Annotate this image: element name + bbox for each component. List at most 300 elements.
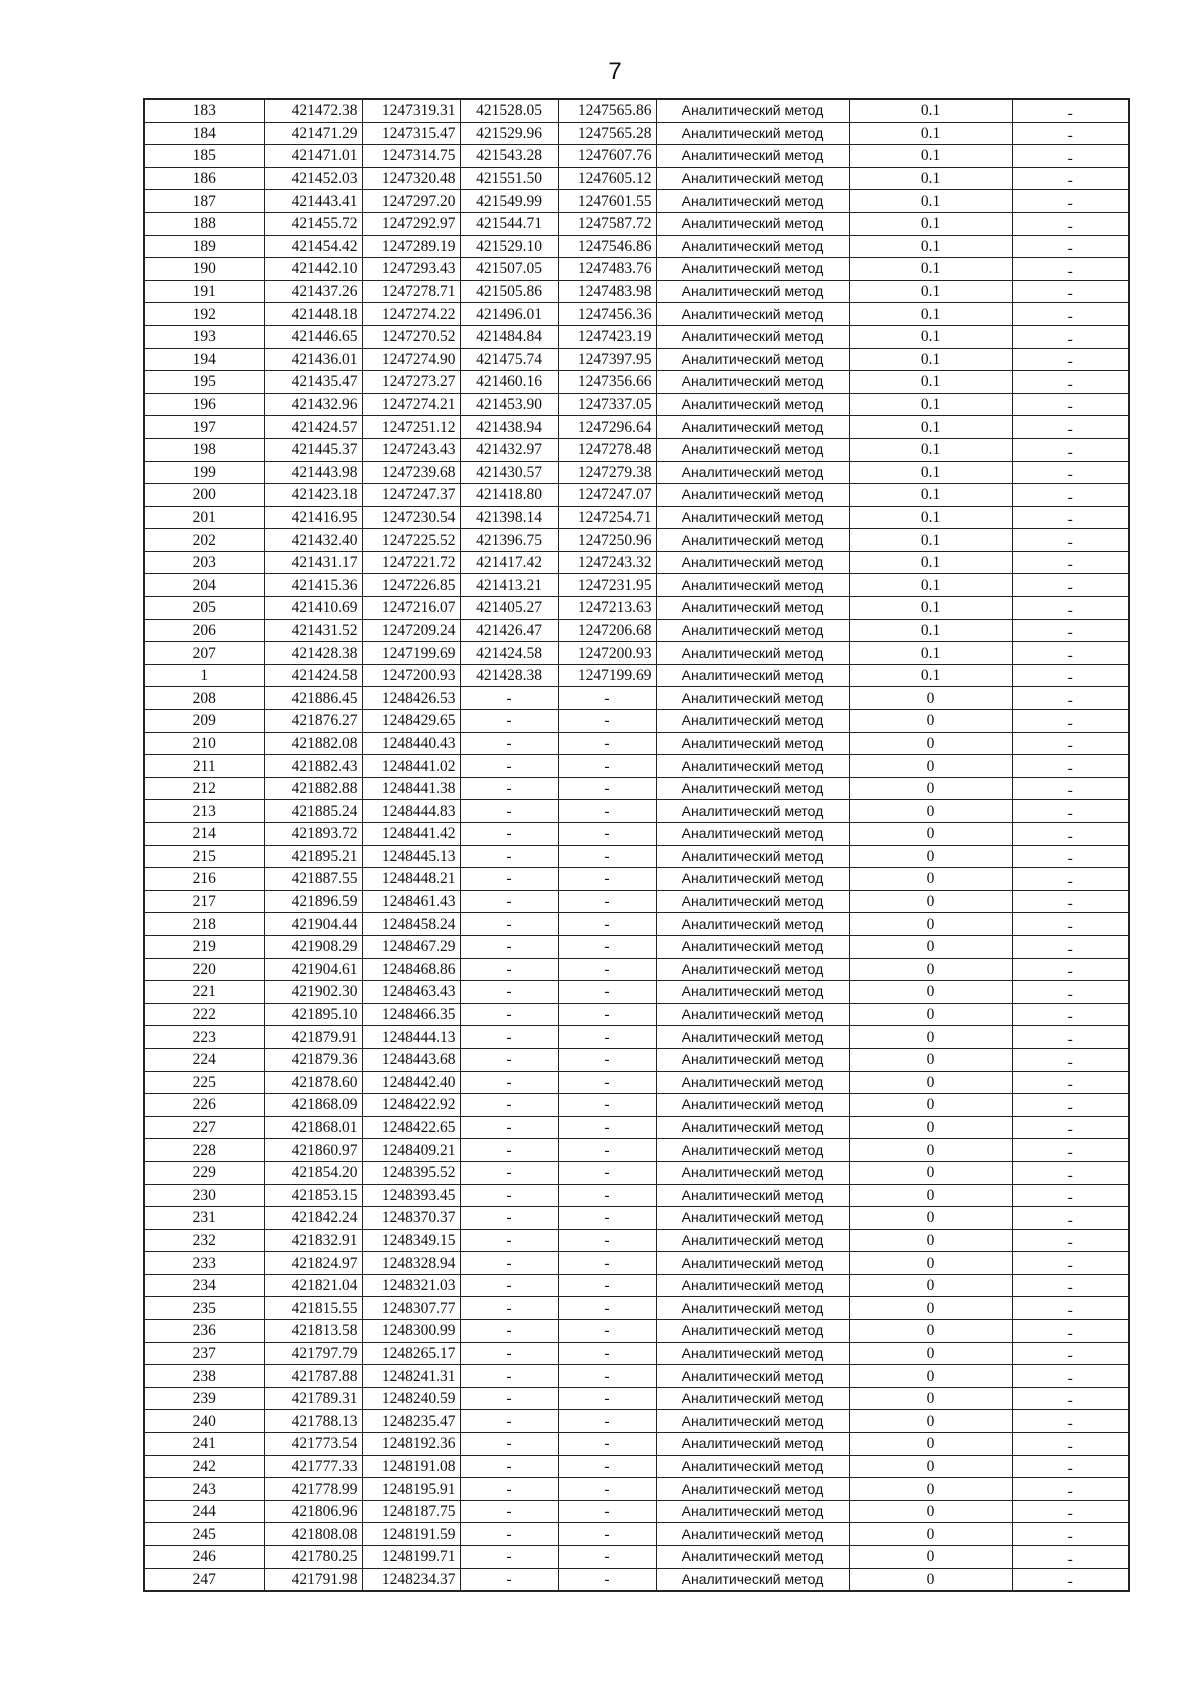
x-coordinate-cell: 421446.65 [264,325,362,348]
table-row [144,438,1129,461]
table-row [144,461,1129,484]
y-coordinate-cell: 1247273.27 [362,371,460,394]
method-cell: Аналитический метод [656,1455,849,1478]
table-row [144,1094,1129,1117]
x-adjacent-cell: - [460,1410,558,1433]
method-cell: Аналитический метод [656,167,849,190]
table-row [144,890,1129,913]
x-coordinate-cell: 421896.59 [264,890,362,913]
note-cell: - [1012,303,1129,326]
point-number-cell: 219 [144,935,264,958]
y-adjacent-cell: 1247605.12 [558,167,656,190]
accuracy-cell: 0 [849,1139,1012,1162]
point-number-cell: 212 [144,777,264,800]
accuracy-cell: 0 [849,732,1012,755]
accuracy-cell: 0 [849,1387,1012,1410]
table-row [144,664,1129,687]
y-adjacent-cell: - [558,981,656,1004]
table-row [144,935,1129,958]
table-row [144,167,1129,190]
point-number-cell: 236 [144,1320,264,1343]
y-adjacent-cell: - [558,1568,656,1591]
x-adjacent-cell: - [460,777,558,800]
point-number-cell: 217 [144,890,264,913]
y-adjacent-cell: - [558,935,656,958]
accuracy-cell: 0 [849,1455,1012,1478]
method-cell: Аналитический метод [656,1320,849,1343]
y-coordinate-cell: 1248442.40 [362,1071,460,1094]
method-cell: Аналитический метод [656,551,849,574]
point-number-cell: 190 [144,258,264,281]
accuracy-cell: 0.1 [849,506,1012,529]
y-coordinate-cell: 1248300.99 [362,1320,460,1343]
y-coordinate-cell: 1248192.36 [362,1433,460,1456]
y-adjacent-cell: - [558,1116,656,1139]
point-number-cell: 220 [144,958,264,981]
point-number-cell: 196 [144,393,264,416]
x-adjacent-cell: - [460,1455,558,1478]
x-coordinate-cell: 421860.97 [264,1139,362,1162]
point-number-cell: 232 [144,1229,264,1252]
x-adjacent-cell: - [460,732,558,755]
point-number-cell: 233 [144,1252,264,1275]
x-coordinate-cell: 421853.15 [264,1184,362,1207]
method-cell: Аналитический метод [656,687,849,710]
x-adjacent-cell: - [460,913,558,936]
x-adjacent-cell: - [460,958,558,981]
point-number-cell: 192 [144,303,264,326]
x-adjacent-cell: 421398.14 [460,506,558,529]
accuracy-cell: 0 [849,1252,1012,1275]
accuracy-cell: 0.1 [849,258,1012,281]
y-adjacent-cell: - [558,845,656,868]
x-coordinate-cell: 421472.38 [264,99,362,122]
point-number-cell: 198 [144,438,264,461]
note-cell: - [1012,461,1129,484]
y-coordinate-cell: 1247293.43 [362,258,460,281]
table-row [144,280,1129,303]
accuracy-cell: 0 [849,800,1012,823]
table-row [144,710,1129,733]
method-cell: Аналитический метод [656,958,849,981]
note-cell: - [1012,1003,1129,1026]
table-row [144,1410,1129,1433]
y-coordinate-cell: 1247292.97 [362,212,460,235]
table-row [144,1478,1129,1501]
y-adjacent-cell: - [558,1320,656,1343]
table-row [144,1523,1129,1546]
table-row [144,145,1129,168]
note-cell: - [1012,1161,1129,1184]
y-coordinate-cell: 1248445.13 [362,845,460,868]
method-cell: Аналитический метод [656,1365,849,1388]
x-adjacent-cell: 421475.74 [460,348,558,371]
method-cell: Аналитический метод [656,1523,849,1546]
accuracy-cell: 0.1 [849,461,1012,484]
accuracy-cell: 0 [849,981,1012,1004]
x-adjacent-cell: - [460,981,558,1004]
y-adjacent-cell: - [558,913,656,936]
x-adjacent-cell: - [460,1229,558,1252]
y-coordinate-cell: 1247200.93 [362,664,460,687]
y-adjacent-cell: 1247601.55 [558,190,656,213]
point-number-cell: 237 [144,1342,264,1365]
accuracy-cell: 0.1 [849,122,1012,145]
y-coordinate-cell: 1248187.75 [362,1500,460,1523]
y-adjacent-cell: - [558,1546,656,1569]
x-coordinate-cell: 421415.36 [264,574,362,597]
y-coordinate-cell: 1248463.43 [362,981,460,1004]
table-row [144,371,1129,394]
accuracy-cell: 0 [849,890,1012,913]
x-coordinate-cell: 421780.25 [264,1546,362,1569]
x-adjacent-cell: - [460,1207,558,1230]
x-coordinate-cell: 421448.18 [264,303,362,326]
y-adjacent-cell: - [558,1410,656,1433]
x-adjacent-cell: 421549.99 [460,190,558,213]
method-cell: Аналитический метод [656,1161,849,1184]
accuracy-cell: 0.1 [849,325,1012,348]
y-coordinate-cell: 1248422.65 [362,1116,460,1139]
table-row [144,981,1129,1004]
y-adjacent-cell: - [558,1387,656,1410]
table-row [144,1161,1129,1184]
accuracy-cell: 0 [849,1568,1012,1591]
point-number-cell: 234 [144,1274,264,1297]
x-coordinate-cell: 421821.04 [264,1274,362,1297]
accuracy-cell: 0 [849,1342,1012,1365]
note-cell: - [1012,190,1129,213]
accuracy-cell: 0.1 [849,235,1012,258]
y-adjacent-cell: 1247296.64 [558,416,656,439]
y-coordinate-cell: 1247251.12 [362,416,460,439]
table-row [144,1071,1129,1094]
note-cell: - [1012,913,1129,936]
point-number-cell: 224 [144,1048,264,1071]
table-row [144,1297,1129,1320]
method-cell: Аналитический метод [656,1433,849,1456]
x-adjacent-cell: - [460,1546,558,1569]
accuracy-cell: 0 [849,1320,1012,1343]
note-cell: - [1012,167,1129,190]
x-coordinate-cell: 421410.69 [264,597,362,620]
point-number-cell: 238 [144,1365,264,1388]
y-adjacent-cell: - [558,1048,656,1071]
table-row [144,574,1129,597]
x-adjacent-cell: - [460,1433,558,1456]
x-adjacent-cell: 421543.28 [460,145,558,168]
y-adjacent-cell: - [558,1161,656,1184]
x-adjacent-cell: - [460,1568,558,1591]
table-row [144,506,1129,529]
note-cell: - [1012,687,1129,710]
point-number-cell: 201 [144,506,264,529]
table-row [144,1026,1129,1049]
point-number-cell: 231 [144,1207,264,1230]
accuracy-cell: 0 [849,1229,1012,1252]
y-adjacent-cell: 1247565.28 [558,122,656,145]
method-cell: Аналитический метод [656,190,849,213]
x-adjacent-cell: 421413.21 [460,574,558,597]
method-cell: Аналитический метод [656,438,849,461]
y-adjacent-cell: 1247456.36 [558,303,656,326]
method-cell: Аналитический метод [656,303,849,326]
y-adjacent-cell: 1247278.48 [558,438,656,461]
method-cell: Аналитический метод [656,619,849,642]
table-row [144,1207,1129,1230]
y-coordinate-cell: 1247199.69 [362,642,460,665]
y-adjacent-cell: - [558,800,656,823]
x-coordinate-cell: 421778.99 [264,1478,362,1501]
point-number-cell: 244 [144,1500,264,1523]
accuracy-cell: 0.1 [849,212,1012,235]
y-coordinate-cell: 1248444.13 [362,1026,460,1049]
table-row [144,619,1129,642]
note-cell: - [1012,823,1129,846]
method-cell: Аналитический метод [656,890,849,913]
y-adjacent-cell: 1247213.63 [558,597,656,620]
coordinates-table [143,98,1130,1592]
y-coordinate-cell: 1248448.21 [362,868,460,891]
accuracy-cell: 0 [849,1026,1012,1049]
method-cell: Аналитический метод [656,1342,849,1365]
accuracy-cell: 0.1 [849,371,1012,394]
table-row [144,416,1129,439]
table-body [144,99,1129,1591]
table-row [144,1139,1129,1162]
x-adjacent-cell: 421396.75 [460,529,558,552]
table-row [144,1274,1129,1297]
x-coordinate-cell: 421908.29 [264,935,362,958]
x-coordinate-cell: 421882.08 [264,732,362,755]
note-cell: - [1012,348,1129,371]
y-adjacent-cell: - [558,1252,656,1275]
note-cell: - [1012,1523,1129,1546]
table-row [144,551,1129,574]
accuracy-cell: 0 [849,958,1012,981]
x-adjacent-cell: 421453.90 [460,393,558,416]
note-cell: - [1012,1433,1129,1456]
note-cell: - [1012,1207,1129,1230]
method-cell: Аналитический метод [656,1026,849,1049]
method-cell: Аналитический метод [656,99,849,122]
method-cell: Аналитический метод [656,1003,849,1026]
accuracy-cell: 0 [849,1365,1012,1388]
x-adjacent-cell: - [460,1500,558,1523]
point-number-cell: 183 [144,99,264,122]
y-adjacent-cell: 1247254.71 [558,506,656,529]
table-row [144,325,1129,348]
table-row [144,1568,1129,1591]
y-adjacent-cell: - [558,1478,656,1501]
x-adjacent-cell: - [460,1523,558,1546]
accuracy-cell: 0 [849,1207,1012,1230]
y-adjacent-cell: - [558,1342,656,1365]
table-row [144,1048,1129,1071]
note-cell: - [1012,1274,1129,1297]
method-cell: Аналитический метод [656,845,849,868]
note-cell: - [1012,710,1129,733]
note-cell: - [1012,1116,1129,1139]
x-coordinate-cell: 421842.24 [264,1207,362,1230]
method-cell: Аналитический метод [656,1252,849,1275]
x-adjacent-cell: - [460,1161,558,1184]
x-coordinate-cell: 421777.33 [264,1455,362,1478]
x-coordinate-cell: 421452.03 [264,167,362,190]
y-adjacent-cell: - [558,1297,656,1320]
table-row [144,529,1129,552]
y-adjacent-cell: - [558,1523,656,1546]
method-cell: Аналитический метод [656,1229,849,1252]
accuracy-cell: 0 [849,1274,1012,1297]
y-coordinate-cell: 1247274.90 [362,348,460,371]
y-coordinate-cell: 1247274.22 [362,303,460,326]
note-cell: - [1012,1320,1129,1343]
point-number-cell: 191 [144,280,264,303]
note-cell: - [1012,1229,1129,1252]
method-cell: Аналитический метод [656,732,849,755]
y-adjacent-cell: - [558,868,656,891]
table-row [144,958,1129,981]
note-cell: - [1012,642,1129,665]
note-cell: - [1012,935,1129,958]
y-coordinate-cell: 1248191.08 [362,1455,460,1478]
x-coordinate-cell: 421428.38 [264,642,362,665]
note-cell: - [1012,890,1129,913]
x-coordinate-cell: 421773.54 [264,1433,362,1456]
accuracy-cell: 0 [849,1116,1012,1139]
x-adjacent-cell: 421529.10 [460,235,558,258]
point-number-cell: 189 [144,235,264,258]
y-coordinate-cell: 1248199.71 [362,1546,460,1569]
x-adjacent-cell: 421438.94 [460,416,558,439]
y-coordinate-cell: 1248328.94 [362,1252,460,1275]
y-coordinate-cell: 1248466.35 [362,1003,460,1026]
y-coordinate-cell: 1248461.43 [362,890,460,913]
y-coordinate-cell: 1247278.71 [362,280,460,303]
note-cell: - [1012,1455,1129,1478]
y-coordinate-cell: 1247274.21 [362,393,460,416]
note-cell: - [1012,597,1129,620]
y-coordinate-cell: 1247289.19 [362,235,460,258]
y-coordinate-cell: 1247247.37 [362,484,460,507]
x-adjacent-cell: - [460,1071,558,1094]
note-cell: - [1012,258,1129,281]
method-cell: Аналитический метод [656,574,849,597]
x-coordinate-cell: 421806.96 [264,1500,362,1523]
method-cell: Аналитический метод [656,1094,849,1117]
x-coordinate-cell: 421432.40 [264,529,362,552]
table-row [144,845,1129,868]
table-row [144,1184,1129,1207]
table-row [144,1433,1129,1456]
accuracy-cell: 0 [849,823,1012,846]
table-row [144,258,1129,281]
accuracy-cell: 0.1 [849,145,1012,168]
y-adjacent-cell: 1247607.76 [558,145,656,168]
x-adjacent-cell: - [460,1387,558,1410]
method-cell: Аналитический метод [656,371,849,394]
x-coordinate-cell: 421813.58 [264,1320,362,1343]
method-cell: Аналитический метод [656,823,849,846]
note-cell: - [1012,1071,1129,1094]
page-number: 7 [608,58,622,85]
point-number-cell: 226 [144,1094,264,1117]
point-number-cell: 209 [144,710,264,733]
x-adjacent-cell: - [460,1365,558,1388]
accuracy-cell: 0 [849,1184,1012,1207]
point-number-cell: 229 [144,1161,264,1184]
note-cell: - [1012,99,1129,122]
y-coordinate-cell: 1248409.21 [362,1139,460,1162]
point-number-cell: 193 [144,325,264,348]
method-cell: Аналитический метод [656,1478,849,1501]
x-adjacent-cell: - [460,890,558,913]
y-adjacent-cell: - [558,1500,656,1523]
note-cell: - [1012,1387,1129,1410]
y-coordinate-cell: 1248349.15 [362,1229,460,1252]
point-number-cell: 186 [144,167,264,190]
y-adjacent-cell: - [558,1455,656,1478]
x-coordinate-cell: 421416.95 [264,506,362,529]
point-number-cell: 200 [144,484,264,507]
x-adjacent-cell: 421505.86 [460,280,558,303]
x-adjacent-cell: - [460,868,558,891]
x-coordinate-cell: 421895.10 [264,1003,362,1026]
point-number-cell: 247 [144,1568,264,1591]
point-number-cell: 195 [144,371,264,394]
y-adjacent-cell: 1247206.68 [558,619,656,642]
x-coordinate-cell: 421435.47 [264,371,362,394]
method-cell: Аналитический метод [656,868,849,891]
x-adjacent-cell: - [460,1478,558,1501]
table-row [144,348,1129,371]
method-cell: Аналитический метод [656,1184,849,1207]
note-cell: - [1012,235,1129,258]
point-number-cell: 1 [144,664,264,687]
x-coordinate-cell: 421815.55 [264,1297,362,1320]
note-cell: - [1012,1297,1129,1320]
note-cell: - [1012,1139,1129,1162]
table-row [144,1252,1129,1275]
method-cell: Аналитический метод [656,235,849,258]
method-cell: Аналитический метод [656,1500,849,1523]
accuracy-cell: 0.1 [849,280,1012,303]
note-cell: - [1012,1342,1129,1365]
note-cell: - [1012,845,1129,868]
accuracy-cell: 0 [849,777,1012,800]
y-adjacent-cell: 1247250.96 [558,529,656,552]
point-number-cell: 215 [144,845,264,868]
accuracy-cell: 0.1 [849,484,1012,507]
x-adjacent-cell: 421432.97 [460,438,558,461]
accuracy-cell: 0.1 [849,574,1012,597]
y-coordinate-cell: 1248241.31 [362,1365,460,1388]
accuracy-cell: 0 [849,868,1012,891]
method-cell: Аналитический метод [656,1297,849,1320]
x-adjacent-cell: - [460,1184,558,1207]
note-cell: - [1012,212,1129,235]
method-cell: Аналитический метод [656,1387,849,1410]
y-adjacent-cell: 1247279.38 [558,461,656,484]
note-cell: - [1012,1094,1129,1117]
y-adjacent-cell: 1247243.32 [558,551,656,574]
accuracy-cell: 0 [849,1071,1012,1094]
table-row [144,1546,1129,1569]
note-cell: - [1012,506,1129,529]
y-coordinate-cell: 1248468.86 [362,958,460,981]
method-cell: Аналитический метод [656,1116,849,1139]
